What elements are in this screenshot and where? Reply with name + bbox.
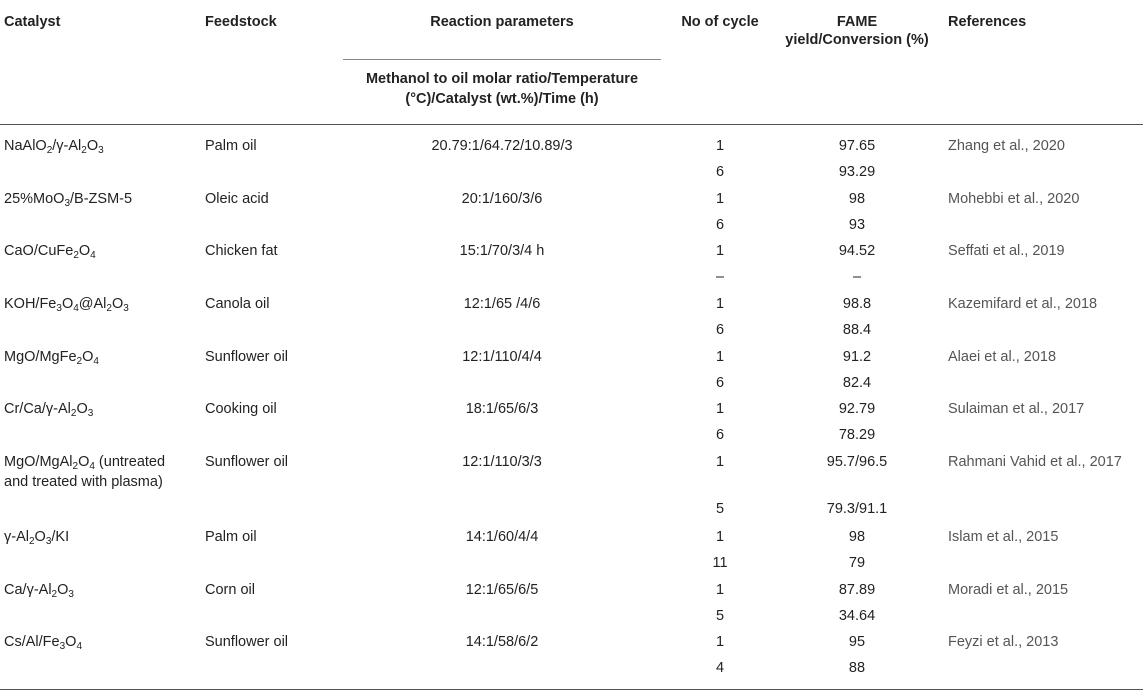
params-cell: 20.79:1/64.72/10.89/3	[431, 138, 573, 154]
fame-cell: 98.8	[842, 296, 872, 312]
cycle-cell: 1	[715, 454, 725, 470]
fame-cell: 98	[848, 529, 866, 545]
header-bottom-rule	[0, 124, 1143, 125]
catalyst-cell: $\gamma-Al_2O_3/KI$	[4, 529, 70, 547]
header-fame-line1: FAME	[836, 14, 878, 30]
reference-cell: Mohebbi et al., 2020	[948, 191, 1080, 207]
cycle-cell: 1	[715, 191, 725, 207]
header-catalyst: Catalyst	[4, 14, 61, 30]
catalyst-cell: $Cs/Al/Fe_3O_4$	[4, 634, 82, 652]
cycle-cell: 1	[715, 243, 725, 259]
fame-cell: 88.4	[842, 322, 872, 338]
params-cell: 12:1/65/6/5	[465, 582, 539, 598]
cycle-cell: 1	[715, 401, 725, 417]
fame-cell: 93.29	[838, 164, 876, 180]
reference-cell: Zhang et al., 2020	[948, 138, 1065, 154]
cycle-cell: 6	[715, 217, 725, 233]
cycle-cell: 6	[715, 322, 725, 338]
cycle-cell: 6	[715, 427, 725, 443]
cycle-cell: 11	[712, 555, 728, 571]
reference-cell: Feyzi et al., 2013	[948, 634, 1059, 650]
header-fame-line2: yield/Conversion (%)	[785, 32, 929, 48]
params-cell: 14:1/58/6/2	[465, 634, 539, 650]
feedstock-cell: Cooking oil	[205, 401, 277, 417]
params-cell: 12:1/65 /4/6	[463, 296, 541, 312]
cycle-cell: 1	[715, 296, 725, 312]
fame-cell: 94.52	[838, 243, 876, 259]
reference-cell: Islam et al., 2015	[948, 529, 1059, 545]
catalyst-cell: 25%MoO$_3$/B-ZSM-5	[4, 191, 133, 209]
header-reaction-parameters: Reaction parameters	[430, 14, 574, 30]
fame-cell: 78.29	[838, 427, 876, 443]
params-cell: 12:1/110/4/4	[462, 349, 542, 365]
fame-cell: 87.89	[838, 582, 876, 598]
fame-cell: 88	[848, 660, 866, 676]
cycle-cell: 5	[715, 501, 725, 517]
params-cell: 20:1/160/3/6	[461, 191, 543, 207]
fame-cell: 98	[848, 191, 866, 207]
fame-cell: 82.4	[842, 375, 872, 391]
reference-cell: Moradi et al., 2015	[948, 582, 1069, 598]
feedstock-cell: Palm oil	[205, 529, 257, 545]
feedstock-cell: Corn oil	[205, 582, 255, 598]
catalyst-cell: KOH/$Fe_3O_4@Al_2O_3$	[4, 296, 129, 314]
cycle-cell: 1	[715, 582, 725, 598]
cycle-cell: –	[715, 269, 725, 285]
fame-cell: 34.64	[838, 608, 876, 624]
feedstock-cell: Oleic acid	[205, 191, 269, 207]
catalyst-cell-line2: and treated with plasma)	[4, 474, 163, 490]
fame-cell: 95.7/96.5	[826, 454, 888, 470]
cycle-cell: 6	[715, 375, 725, 391]
cycle-cell: 1	[715, 349, 725, 365]
catalyst-cell: $Ca/\gamma-Al_2O_3$	[4, 582, 74, 600]
cycle-cell: 4	[715, 660, 725, 676]
reference-cell: Alaei et al., 2018	[948, 349, 1057, 365]
feedstock-cell: Canola oil	[205, 296, 270, 312]
catalyst-cell: CaO/$CuFe_2O_4$	[4, 243, 96, 261]
feedstock-cell: Sunflower oil	[205, 349, 289, 365]
fame-cell: 92.79	[838, 401, 876, 417]
header-reaction-sub-line1: Methanol to oil molar ratio/Temperature	[365, 71, 639, 87]
header-feedstock: Feedstock	[205, 14, 277, 30]
fame-cell: 95	[848, 634, 866, 650]
catalyst-cell: $NaAlO_2/\gamma-Al_2O_3$	[4, 138, 104, 156]
fame-cell: 93	[848, 217, 866, 233]
fame-cell: 97.65	[838, 138, 876, 154]
params-cell: 12:1/110/3/3	[462, 454, 542, 470]
header-reaction-sub-line2: (°C)/Catalyst (wt.%)/Time (h)	[405, 91, 599, 107]
fame-cell: –	[852, 269, 862, 285]
catalyst-cell: MgO/$MgFe_2O_4$	[4, 349, 99, 367]
feedstock-cell: Chicken fat	[205, 243, 278, 259]
params-cell: 18:1/65/6/3	[465, 401, 539, 417]
fame-cell: 79.3/91.1	[826, 501, 888, 517]
feedstock-cell: Palm oil	[205, 138, 257, 154]
catalyst-cell: $Cr/Ca/\gamma-Al_2O_3$	[4, 401, 94, 419]
cycle-cell: 1	[715, 634, 725, 650]
feedstock-cell: Sunflower oil	[205, 454, 289, 470]
cycle-cell: 5	[715, 608, 725, 624]
reference-cell: Kazemifard et al., 2018	[948, 296, 1098, 312]
header-cycles: No of cycle	[681, 14, 759, 30]
catalyst-cell: MgO/$MgAl_2O_4$ (untreated	[4, 454, 166, 472]
feedstock-cell: Sunflower oil	[205, 634, 289, 650]
header-subrule	[343, 59, 661, 60]
cycle-cell: 6	[715, 164, 725, 180]
reference-cell: Sulaiman et al., 2017	[948, 401, 1085, 417]
header-references: References	[948, 14, 1027, 30]
reference-cell: Rahmani Vahid et al., 2017	[948, 454, 1122, 470]
params-cell: 14:1/60/4/4	[465, 529, 539, 545]
table-bottom-rule	[0, 689, 1143, 690]
fame-cell: 79	[848, 555, 866, 571]
fame-cell: 91.2	[842, 349, 872, 365]
cycle-cell: 1	[715, 138, 725, 154]
params-cell: 15:1/70/3/4 h	[459, 243, 545, 259]
reference-cell: Seffati et al., 2019	[948, 243, 1065, 259]
cycle-cell: 1	[715, 529, 725, 545]
